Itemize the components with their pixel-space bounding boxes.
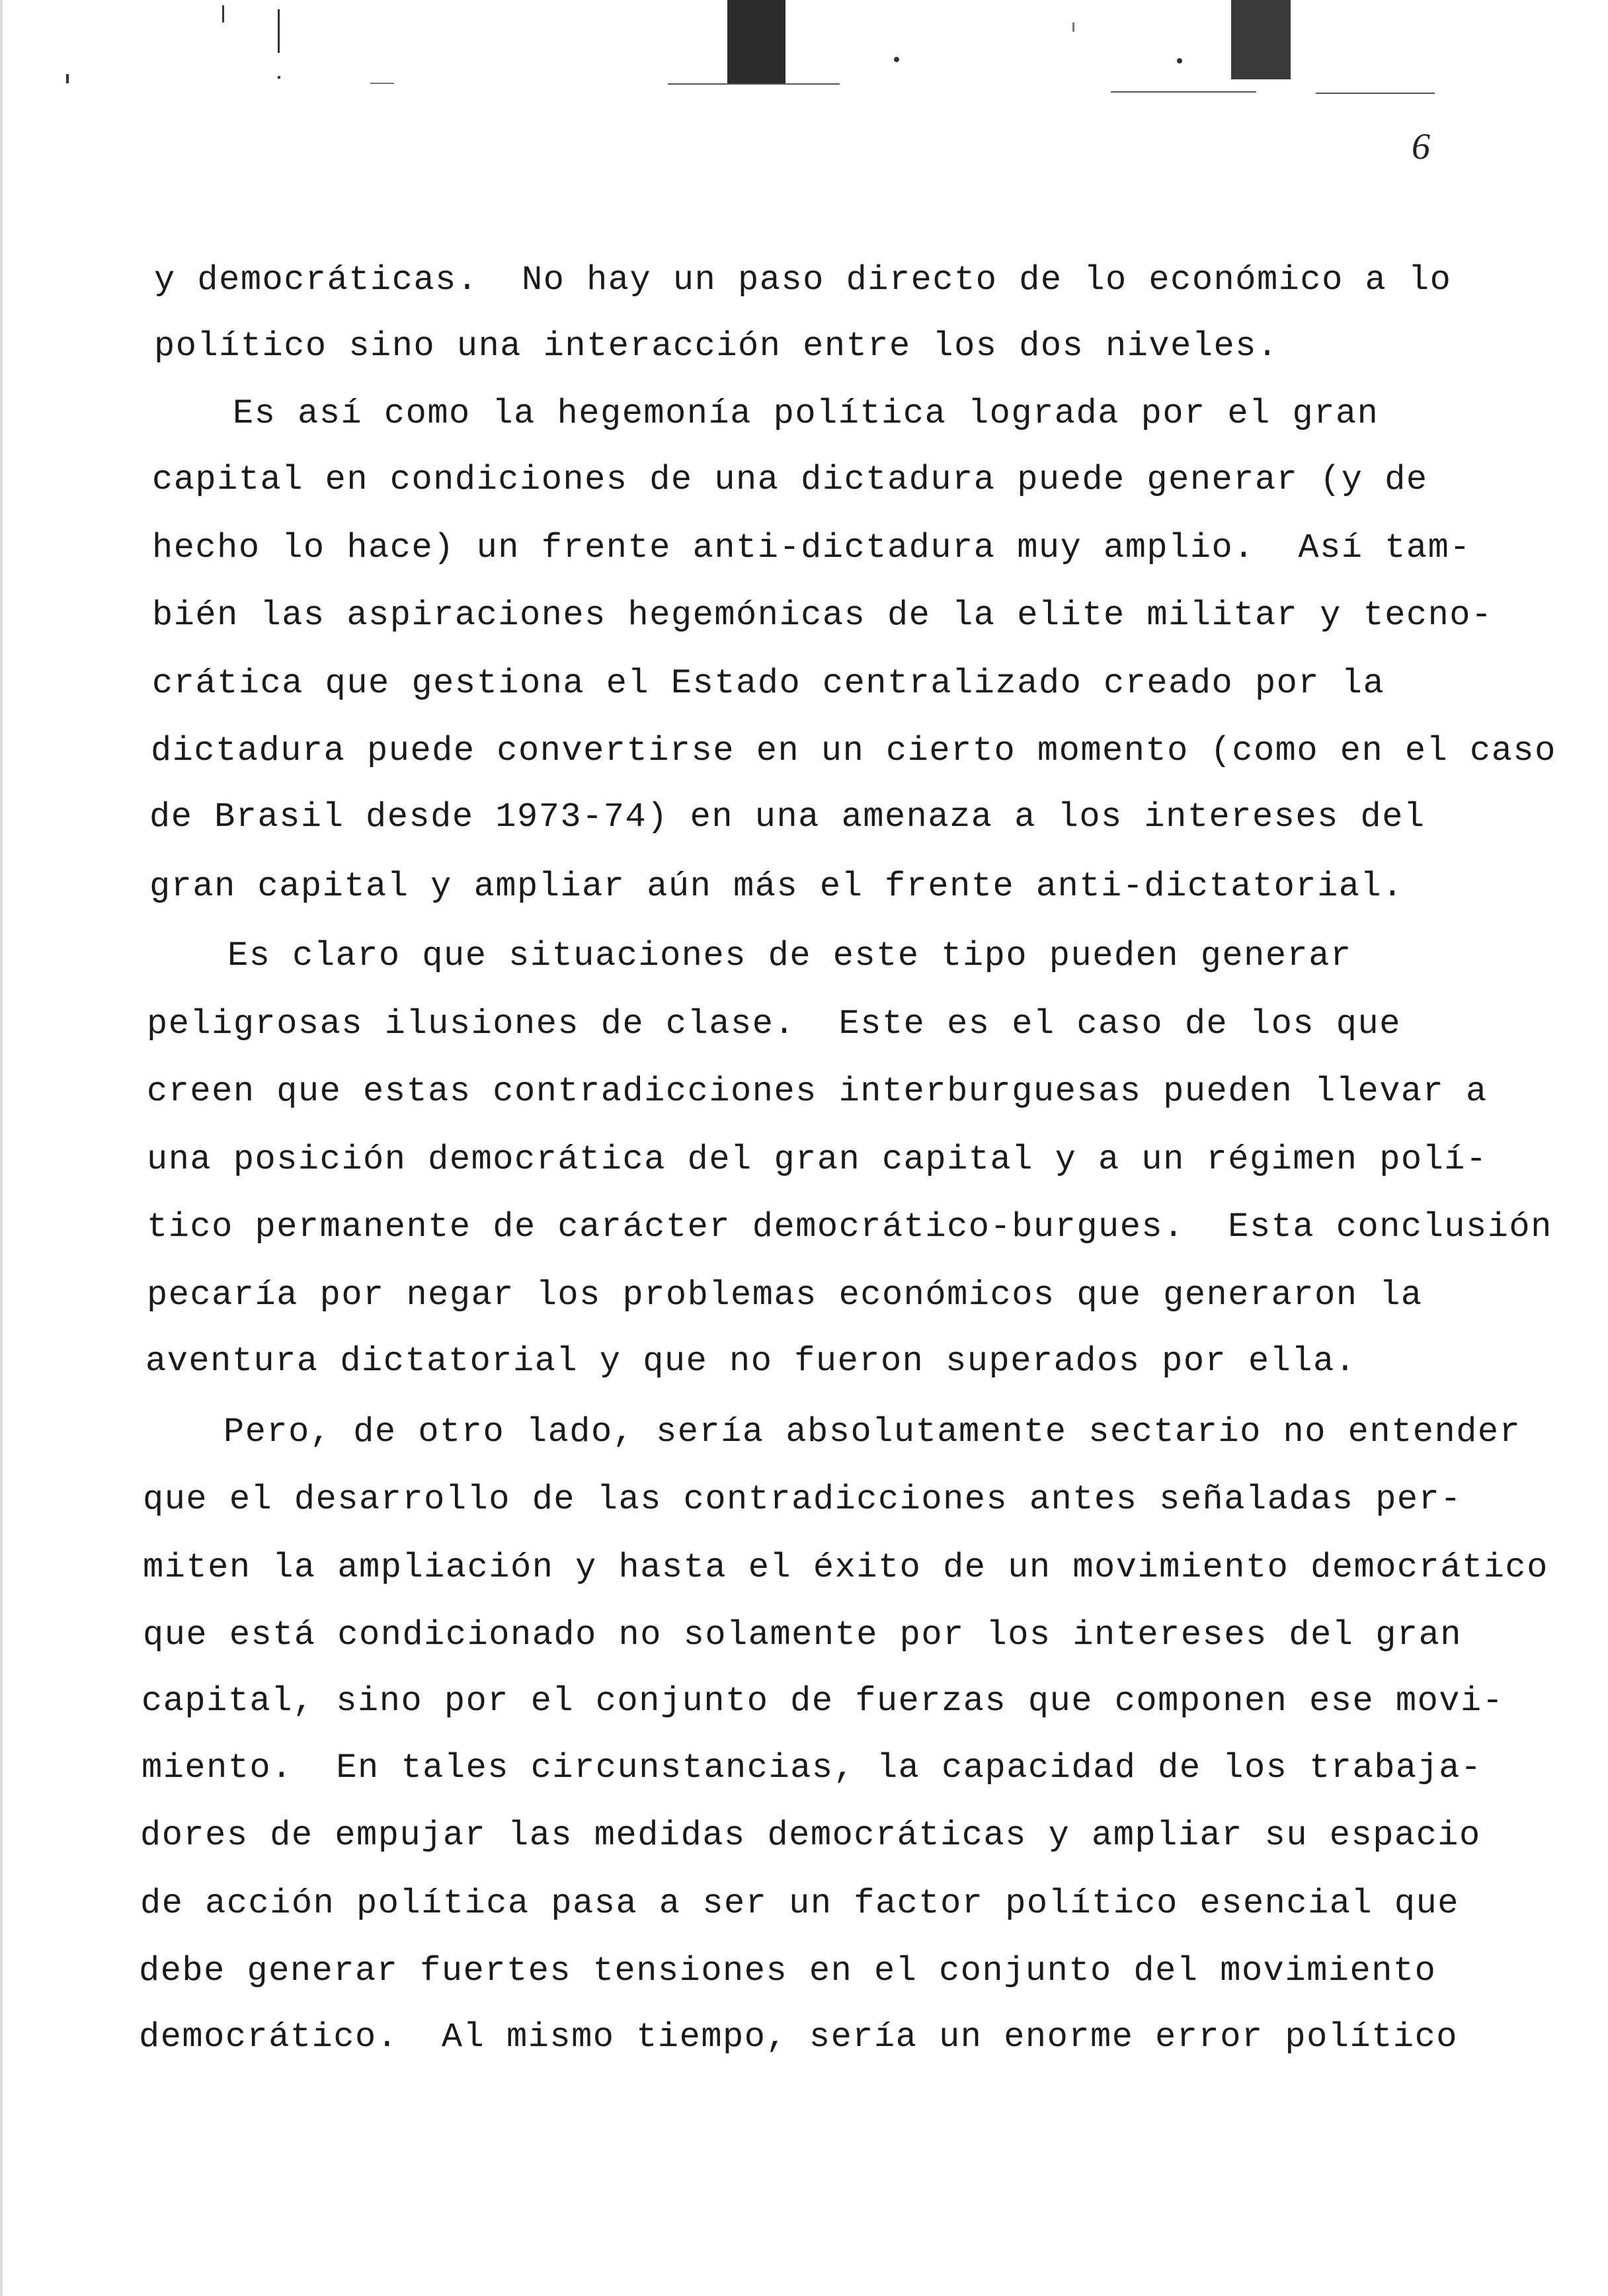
- text-line: debe generar fuertes tensiones en el conjunto del movimiento: [139, 1951, 1437, 1990]
- text-line: creen que estas contradicciones interburguesas pueden llevar a: [147, 1072, 1488, 1111]
- text-line: capital en condiciones de una dictadura puede generar (y de: [152, 460, 1428, 499]
- text-line: Es así como la hegemonía política lograda por el gran: [233, 394, 1379, 433]
- text-line: que el desarrollo de las contradicciones antes señaladas per-: [143, 1480, 1463, 1519]
- text-line: de acción política pasa a ser un factor político esencial que: [140, 1884, 1460, 1923]
- text-line: bién las aspiraciones hegemónicas de la elite militar y tecno-: [152, 596, 1493, 635]
- text-line: miten la ampliación y hasta el éxito de un movimiento democrático: [143, 1548, 1548, 1587]
- text-line: político sino una interacción entre los dos niveles.: [154, 327, 1279, 366]
- page-number: 6: [1412, 126, 1430, 167]
- text-line: aventura dictatorial y que no fueron superados por ella.: [145, 1342, 1357, 1381]
- text-line: gran capital y ampliar aún más el frente anti-dictatorial.: [149, 867, 1404, 906]
- text-line: capital, sino por el conjunto de fuerzas que componen ese movi-: [141, 1682, 1504, 1721]
- text-line: que está condicionado no solamente por los intereses del gran: [143, 1616, 1463, 1655]
- text-line: democrático. Al mismo tiempo, sería un enorme error político: [139, 2018, 1459, 2057]
- text-line: dores de empujar las medidas democráticas y ampliar su espacio: [140, 1816, 1481, 1855]
- text-line: hecho lo hace) un frente anti-dictadura muy amplio. Así tam-: [152, 528, 1472, 567]
- text-line: una posición democrática del gran capital y a un régimen polí-: [147, 1140, 1488, 1179]
- text-line: y democráticas. No hay un paso directo de lo económico a lo: [154, 261, 1452, 300]
- scan-edge: [0, 0, 3, 2296]
- text-line: miento. En tales circunstancias, la capacidad de los trabaja-: [141, 1748, 1482, 1787]
- text-line: crática que gestiona el Estado centralizado creado por la: [152, 664, 1385, 703]
- text-line: dictadura puede convertirse en un cierto momento (como en el caso: [151, 731, 1556, 770]
- text-line: Es claro que situaciones de este tipo pueden generar: [227, 936, 1352, 975]
- text-line: tico permanente de carácter democrático-burgues. Esta conclusión: [147, 1208, 1552, 1247]
- text-line: Pero, de otro lado, sería absolutamente sectario no entender: [223, 1413, 1521, 1452]
- text-line: peligrosas ilusiones de clase. Este es el caso de los que: [147, 1004, 1401, 1044]
- text-line: de Brasil desde 1973-74) en una amenaza a los intereses del: [149, 798, 1426, 837]
- text-line: pecaría por negar los problemas económicos que generaron la: [147, 1276, 1423, 1315]
